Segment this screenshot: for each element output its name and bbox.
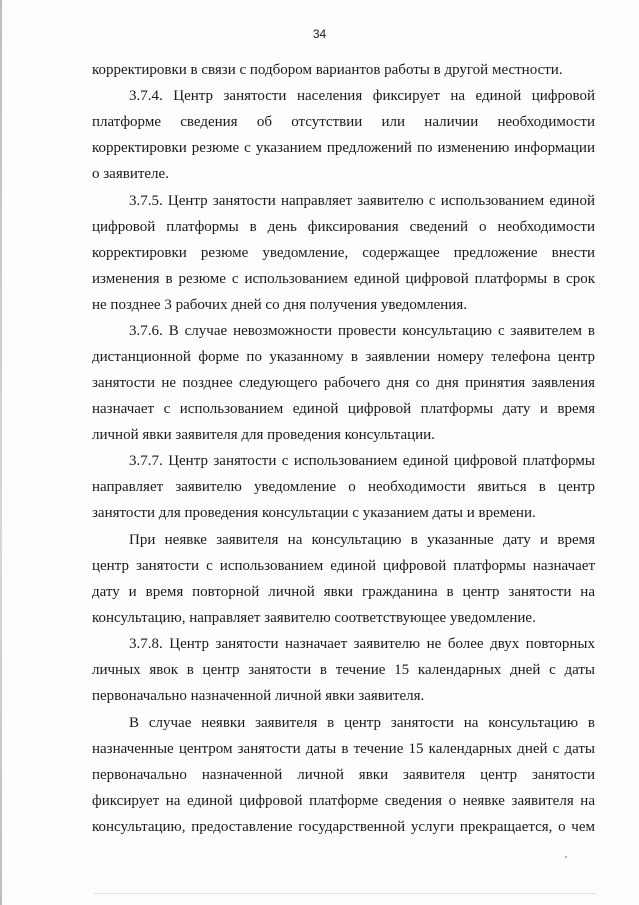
text-line: личных явок в центр занятости в течение 15 календарных дней с даты	[92, 662, 595, 678]
text-line: корректировки в связи с подбором вариантов работы в другой местности.	[92, 62, 563, 78]
text-line: направляет заявителю уведомление о необходимости явиться в центр	[92, 479, 595, 495]
text-line: цифровой платформы в день фиксирования сведений о необходимости	[92, 219, 595, 235]
text-line: корректировки резюме с указанием предложений по изменению информации	[92, 140, 595, 156]
text-line: не позднее 3 рабочих дней со дня получения уведомления.	[92, 297, 467, 313]
text-line: 3.7.6. В случае невозможности провести консультацию с заявителем в	[129, 323, 595, 339]
text-line: личной явки заявителя для проведения консультации.	[92, 427, 435, 443]
text-line: 3.7.5. Центр занятости направляет заявителю с использованием единой	[129, 193, 595, 209]
page-number: 34	[312, 27, 327, 41]
scan-bottom-trace	[95, 893, 595, 894]
text-line: изменения в резюме с использованием единой цифровой платформы в срок	[92, 271, 595, 287]
text-line: консультацию, предоставление государственной услуги прекращается, о чем	[92, 819, 595, 835]
scan-edge	[0, 0, 2, 905]
text-line: В случае неявки заявителя в центр занятости на консультацию в	[129, 715, 595, 731]
text-line: назначает с использованием единой цифровой платформы дату и время	[92, 401, 595, 417]
text-line: занятости для проведения консультации с указанием даты и времени.	[92, 505, 536, 521]
text-line: 3.7.7. Центр занятости с использованием единой цифровой платформы	[129, 453, 595, 469]
text-line: При неявке заявителя на консультацию в указанные дату и время	[129, 532, 595, 548]
text-line: о заявителе.	[92, 166, 169, 182]
text-line: занятости не позднее следующего рабочего дня со дня принятия заявления	[92, 375, 595, 391]
text-line: платформе сведения об отсутствии или наличии необходимости	[92, 114, 595, 130]
scan-speck	[565, 856, 567, 858]
text-line: назначенные центром занятости даты в течение 15 календарных дней с даты	[92, 741, 595, 757]
text-line: центр занятости с использованием единой цифровой платформы назначает	[92, 558, 595, 574]
text-line: дату и время повторной личной явки гражданина в центр занятости на	[92, 584, 595, 600]
text-line: консультацию, направляет заявителю соответствующее уведомление.	[92, 610, 536, 626]
text-line: 3.7.8. Центр занятости назначает заявителю не более двух повторных	[129, 636, 595, 652]
text-line: фиксирует на единой цифровой платформе сведения о неявке заявителя на	[92, 793, 595, 809]
text-line: дистанционной форме по указанному в заявлении номеру телефона центр	[92, 349, 595, 365]
text-line: 3.7.4. Центр занятости населения фиксирует на единой цифровой	[129, 88, 595, 104]
text-line: первоначально назначенной личной явки заявителя.	[92, 688, 425, 704]
text-line: первоначально назначенной личной явки заявителя центр занятости	[92, 767, 595, 783]
text-line: корректировки резюме уведомление, содержащее предложение внести	[92, 245, 595, 261]
